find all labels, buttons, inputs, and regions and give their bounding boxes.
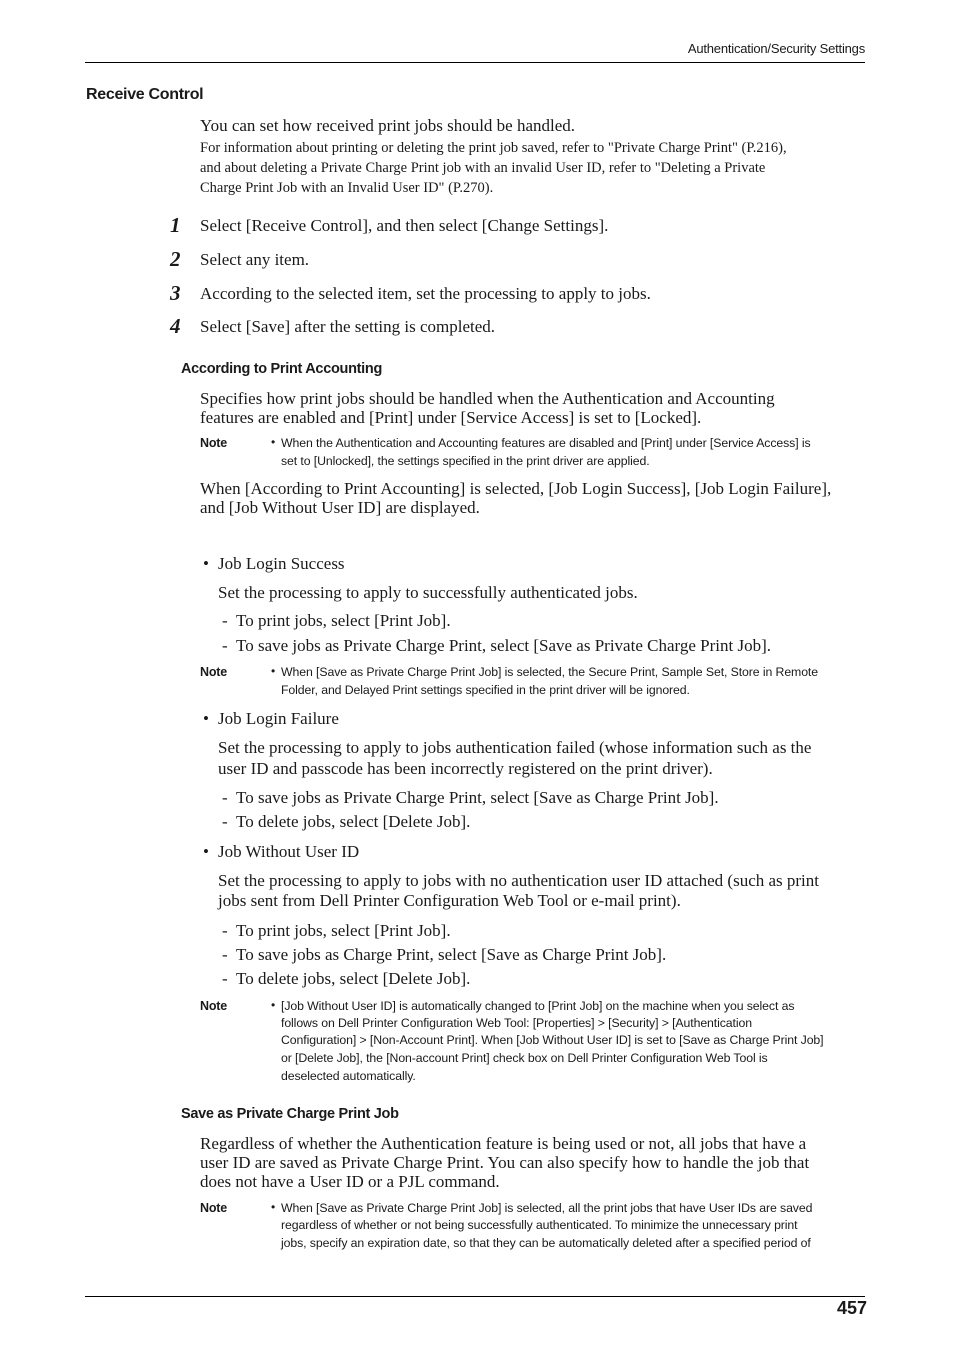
item-option: To save jobs as Private Charge Print, select [Save as Private Charge Print Job].	[236, 636, 771, 655]
bullet: •	[203, 842, 209, 861]
note-line: When the Authentication and Accounting features are disabled and [Print] under [Service Access] is	[281, 436, 811, 450]
header-divider	[85, 62, 865, 63]
note-line: follows on Dell Printer Configuration Web Tool: [Properties] > [Security] > [Authentication	[281, 1016, 752, 1030]
item-option: To print jobs, select [Print Job].	[236, 611, 451, 630]
step-number-4: 4	[170, 314, 181, 338]
dash: -	[222, 788, 228, 807]
info-line-1: For information about printing or deleting the print job saved, refer to "Private Charge Print" (P.216),	[200, 140, 787, 156]
dash: -	[222, 812, 228, 831]
item-desc-line: Set the processing to apply to jobs with no authentication user ID attached (such as print	[218, 871, 820, 890]
note-line: deselected automatically.	[281, 1069, 416, 1083]
note-line: or [Delete Job], the [Non-account Print] check box on Dell Printer Configuration Web Tool is	[281, 1051, 768, 1065]
private-charge-para-line2: user ID are saved as Private Charge Print. You can also specify how to handle the job that	[200, 1153, 810, 1172]
item-desc-line: jobs sent from Dell Printer Configuration Web Tool or e-mail print).	[218, 891, 681, 910]
dash: -	[222, 611, 228, 630]
note-bullet: •	[271, 998, 276, 1012]
accounting-para2-line1: When [According to Print Accounting] is selected, [Job Login Success], [Job Login Failure],	[200, 479, 832, 498]
item-option: To delete jobs, select [Delete Job].	[236, 969, 471, 988]
item-desc-line: user ID and passcode has been incorrectly registered on the print driver).	[218, 759, 713, 778]
bullet: •	[203, 709, 209, 728]
note-line: set to [Unlocked], the settings specified in the print driver are applied.	[281, 454, 650, 468]
accounting-para1-line2: features are enabled and [Print] under [Service Access] is set to [Locked].	[200, 408, 702, 427]
item-option: To print jobs, select [Print Job].	[236, 921, 451, 940]
step-text-4: Select [Save] after the setting is completed.	[200, 317, 496, 336]
note-label: Note	[200, 1201, 227, 1215]
item-title-job-login-success: Job Login Success	[218, 554, 345, 573]
item-option: To save jobs as Private Charge Print, select [Save as Charge Print Job].	[236, 788, 719, 807]
dash: -	[222, 969, 228, 988]
footer-divider	[85, 1296, 865, 1297]
item-title-job-login-failure: Job Login Failure	[218, 709, 339, 728]
note-label: Note	[200, 999, 227, 1013]
step-text-2: Select any item.	[200, 250, 310, 269]
accounting-para1-line1: Specifies how print jobs should be handled when the Authentication and Accounting	[200, 389, 775, 408]
step-text-1: Select [Receive Control], and then select [Change Settings].	[200, 216, 609, 235]
step-number-1: 1	[170, 213, 181, 237]
note-bullet: •	[271, 435, 276, 449]
subsection-title-private-charge: Save as Private Charge Print Job	[181, 1106, 399, 1122]
item-desc-line: Set the processing to apply to successfully authenticated jobs.	[218, 583, 638, 602]
item-option: To delete jobs, select [Delete Job].	[236, 812, 471, 831]
step-number-2: 2	[170, 247, 181, 271]
bullet: •	[203, 554, 209, 573]
accounting-para2-line2: and [Job Without User ID] are displayed.	[200, 498, 480, 517]
note-bullet: •	[271, 1200, 276, 1214]
note-line: Folder, and Delayed Print settings specified in the print driver will be ignored.	[281, 683, 690, 697]
subsection-title-print-accounting: According to Print Accounting	[181, 361, 383, 377]
note-label: Note	[200, 436, 227, 450]
dash: -	[222, 945, 228, 964]
item-desc-line: Set the processing to apply to jobs authentication failed (whose information such as the	[218, 738, 812, 757]
note-line: Configuration] > [Non-Account Print]. When [Job Without User ID] is set to [Save as Charge Print Job]	[281, 1033, 824, 1047]
item-option: To save jobs as Charge Print, select [Save as Charge Print Job].	[236, 945, 667, 964]
note-line: When [Save as Private Charge Print Job] is selected, all the print jobs that have User IDs are saved	[281, 1201, 813, 1215]
note-label: Note	[200, 665, 227, 679]
dash: -	[222, 636, 228, 655]
private-charge-para-line3: does not have a User ID or a PJL command.	[200, 1172, 500, 1191]
info-line-3: Charge Print Job with an Invalid User ID" (P.270).	[200, 180, 494, 196]
note-line: regardless of whether or not being successfully authenticated. To minimize the unnecessary print	[281, 1218, 798, 1232]
note-bullet: •	[271, 664, 276, 678]
running-head: Authentication/Security Settings	[687, 41, 865, 56]
info-line-2: and about deleting a Private Charge Print job with an invalid User ID, refer to "Deleting a Private	[200, 160, 766, 176]
page-number: 457	[836, 1298, 867, 1318]
note-line: jobs, specify an expiration date, so that they can be automatically deleted after a specified period of	[281, 1236, 811, 1250]
note-line: [Job Without User ID] is automatically changed to [Print Job] on the machine when you select as	[281, 999, 795, 1013]
step-text-3: According to the selected item, set the processing to apply to jobs.	[200, 284, 651, 303]
item-title-job-without-user-id: Job Without User ID	[218, 842, 360, 861]
section-intro: You can set how received print jobs should be handled.	[200, 116, 576, 135]
note-line: When [Save as Private Charge Print Job] is selected, the Secure Print, Sample Set, Store in Remote	[281, 665, 818, 679]
private-charge-para-line1: Regardless of whether the Authentication feature is being used or not, all jobs that have a	[200, 1134, 807, 1153]
dash: -	[222, 921, 228, 940]
step-number-3: 3	[170, 281, 181, 305]
section-title: Receive Control	[86, 86, 204, 103]
